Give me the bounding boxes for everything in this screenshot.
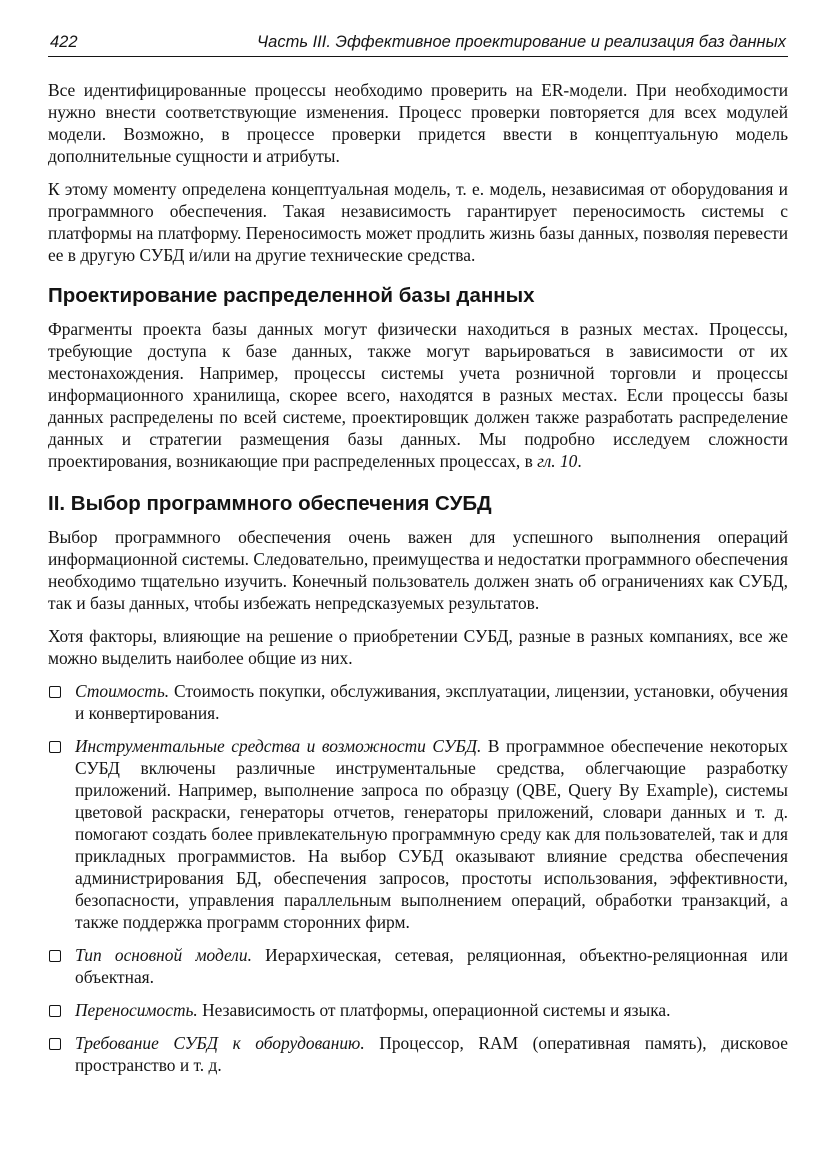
chapter-reference: гл. 10: [537, 451, 578, 471]
list-item-cost: [48, 680, 788, 724]
checkbox-bullet-icon: [49, 686, 61, 698]
list-item-text: Процессор, RAM (оперативная память), дисковое пространство и т. д.: [75, 1033, 788, 1075]
page-body: [48, 79, 788, 1076]
book-page: [48, 32, 788, 1076]
list-item-tools: [48, 735, 788, 933]
list-item-term: Требование СУБД к оборудованию.: [75, 1033, 365, 1053]
distributed-db-heading: Проектирование распределенной базы данных: [48, 284, 535, 307]
checkbox-bullet-icon: [49, 950, 61, 962]
list-item-text: Независимость от платформы, операционной системы и языка.: [197, 1000, 671, 1020]
checkbox-bullet-icon: [49, 741, 61, 753]
list-item-term: Тип основной модели.: [75, 945, 252, 965]
running-title: Часть III. Эффективное проектирование и реализация баз данных: [257, 33, 786, 51]
page-number: 422: [50, 33, 78, 51]
distributed-db-text: Фрагменты проекта базы данных могут физически находиться в разных местах. Процессы, требующие доступа к базе данных, также могут варьироваться в зависимости от их местонахождения. Например, процессы системы учета розничной торговли и процессы информационного хранилища, скорее всего, находятся в разных местах. Если процессы базы данных распределены по всей системе, проектировщик должен также разработать распределение данных и стратегии размещения базы данных. Мы подробно исследуем сложности проектирования, возникающие при распределенных процессах, в: [48, 319, 788, 471]
list-item-model-type: [48, 944, 788, 988]
running-header: [48, 32, 788, 57]
intro-paragraph-2: К этому моменту определена концептуальная модель, т. е. модель, независимая от оборудования и программного обеспечения. Такая независимость гарантирует переносимость системы с платформы на платформу. Переносимость может продлить жизнь базы данных, позволяя перевести ее в другую СУБД и/или на другие технические средства.: [48, 179, 788, 265]
dbms-factors-list: [48, 680, 788, 1076]
dbms-selection-heading: II. Выбор программного обеспечения СУБД: [48, 492, 492, 515]
distributed-db-text-end: .: [577, 451, 582, 471]
list-item-text: В программное обеспечение некоторых СУБД включены различные инструментальные средства, облегчающие разработку приложений. Например, выполнение запроса по образцу (QBE, Query By Example), системы цветовой раскраски, генераторы отчетов, генераторы приложений, словари данных и т. д. помогают создать более привлекательную программную среду как для пользователей, так и для прикладных программистов. На выбор СУБД оказывают влияние средства обеспечения администрирования БД, обеспечения запросов, простоты использования, эффективности, безопасности, управления параллельным выполнением операций, обработки транзакций, а также поддержка программ сторонних фирм.: [75, 736, 788, 932]
list-item-text: Иерархическая, сетевая, реляционная, объектно-реляционная или объектная.: [75, 945, 788, 987]
list-item-portability: [48, 999, 788, 1021]
list-item-term: Стоимость.: [75, 681, 170, 701]
dbms-paragraph-2: Хотя факторы, влияющие на решение о приобретении СУБД, разные в разных компаниях, все же можно выделить наиболее общие из них.: [48, 626, 788, 668]
distributed-db-paragraph: [48, 318, 788, 472]
list-item-term: Переносимость.: [75, 1000, 198, 1020]
checkbox-bullet-icon: [49, 1005, 61, 1017]
list-item-text: Стоимость покупки, обслуживания, эксплуатации, лицензии, установки, обучения и конвертирования.: [75, 681, 788, 723]
intro-paragraph-1: Все идентифицированные процессы необходимо проверить на ER-модели. При необходимости нужно внести соответствующие изменения. Процесс проверки повторяется для всех модулей модели. Возможно, в процессе проверки придется ввести в концептуальную модель дополнительные сущности и атрибуты.: [48, 80, 788, 166]
list-item-hardware: [48, 1032, 788, 1076]
dbms-paragraph-1: Выбор программного обеспечения очень важен для успешного выполнения операций информационной системы. Следовательно, преимущества и недостатки программного обеспечения необходимо тщательно изучить. Конечный пользователь должен знать об ограничениях как СУБД, так и базы данных, чтобы избежать непредсказуемых результатов.: [48, 527, 788, 613]
checkbox-bullet-icon: [49, 1038, 61, 1050]
list-item-term: Инструментальные средства и возможности СУБД.: [75, 736, 482, 756]
